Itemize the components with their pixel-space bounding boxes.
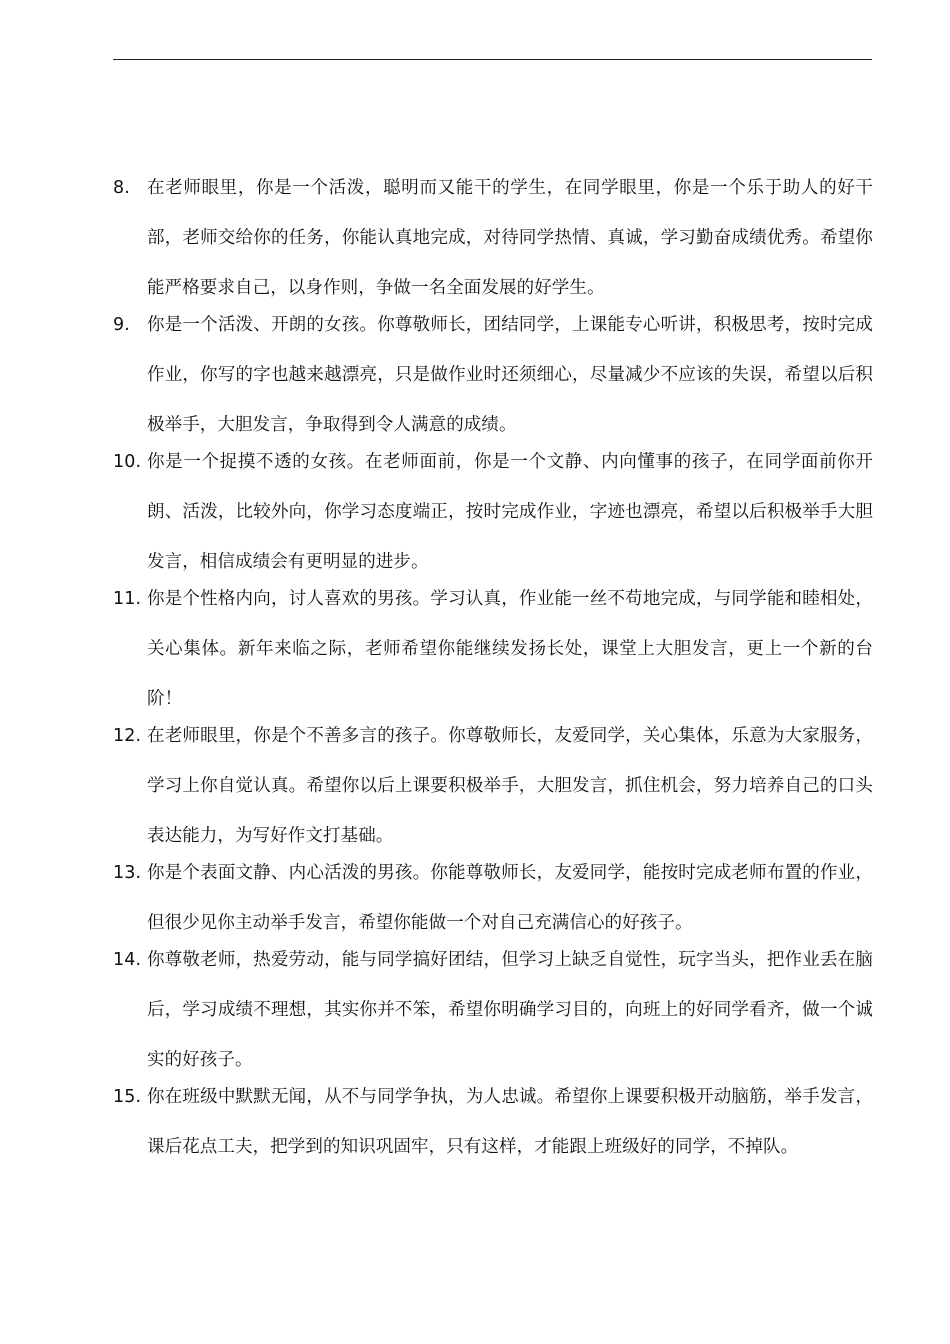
item-number: 10.: [113, 452, 142, 472]
item-text: 你是个性格内向，讨人喜欢的男孩。学习认真，作业能一丝不苟地完成，与同学能和睦相处，关心集体。新年来临之际，老师希望你能继续发扬长处，课堂上大胆发言，更上一个新的台阶！: [147, 589, 873, 709]
item-number: 14.: [113, 950, 142, 970]
item-number: 9.: [113, 315, 130, 335]
list-item: [113, 711, 873, 861]
list-item: [113, 935, 873, 1085]
item-text: 你是个表面文静、内心活泼的男孩。你能尊敬师长，友爱同学，能按时完成老师布置的作业，但很少见你主动举手发言，希望你能做一个对自己充满信心的好孩子。: [147, 863, 873, 933]
item-text: 你在班级中默默无闻，从不与同学争执，为人忠诚。希望你上课要积极开动脑筋，举手发言，课后花点工夫，把学到的知识巩固牢，只有这样，才能跟上班级好的同学，不掉队。: [147, 1087, 873, 1157]
item-text: 在老师眼里，你是个不善多言的孩子。你尊敬师长，友爱同学，关心集体，乐意为大家服务，学习上你自觉认真。希望你以后上课要积极举手，大胆发言，抓住机会，努力培养自己的口头表达能力，为写好作文打基础。: [147, 726, 873, 846]
item-number: 15.: [113, 1087, 142, 1107]
list-item: [113, 848, 873, 948]
item-number: 8.: [113, 178, 130, 198]
item-text: 你是一个活泼、开朗的女孩。你尊敬师长，团结同学，上课能专心听讲，积极思考，按时完成作业，你写的字也越来越漂亮，只是做作业时还须细心，尽量减少不应该的失误，希望以后积极举手，大胆发言，争取得到令人满意的成绩。: [147, 315, 873, 435]
item-text: 在老师眼里，你是一个活泼，聪明而又能干的学生，在同学眼里，你是一个乐于助人的好干部，老师交给你的任务，你能认真地完成，对待同学热情、真诚，学习勤奋成绩优秀。希望你能严格要求自己，以身作则，争做一名全面发展的好学生。: [147, 178, 873, 298]
list-item: [113, 163, 873, 313]
header-rule: [113, 59, 872, 60]
item-number: 12.: [113, 726, 142, 746]
item-number: 13.: [113, 863, 142, 883]
item-text: 你是一个捉摸不透的女孩。在老师面前，你是一个文静、内向懂事的孩子，在同学面前你开朗、活泼，比较外向，你学习态度端正，按时完成作业，字迹也漂亮，希望以后积极举手大胆发言，相信成绩会有更明显的进步。: [147, 452, 873, 572]
item-number: 11.: [113, 589, 142, 609]
list-item: [113, 437, 873, 587]
list-item: [113, 574, 873, 724]
comment-list: [113, 176, 873, 1172]
list-item: [113, 300, 873, 450]
item-text: 你尊敬老师，热爱劳动，能与同学搞好团结，但学习上缺乏自觉性，玩字当头，把作业丢在脑后，学习成绩不理想，其实你并不笨，希望你明确学习目的，向班上的好同学看齐，做一个诚实的好孩子。: [147, 950, 873, 1070]
list-item: [113, 1072, 873, 1172]
